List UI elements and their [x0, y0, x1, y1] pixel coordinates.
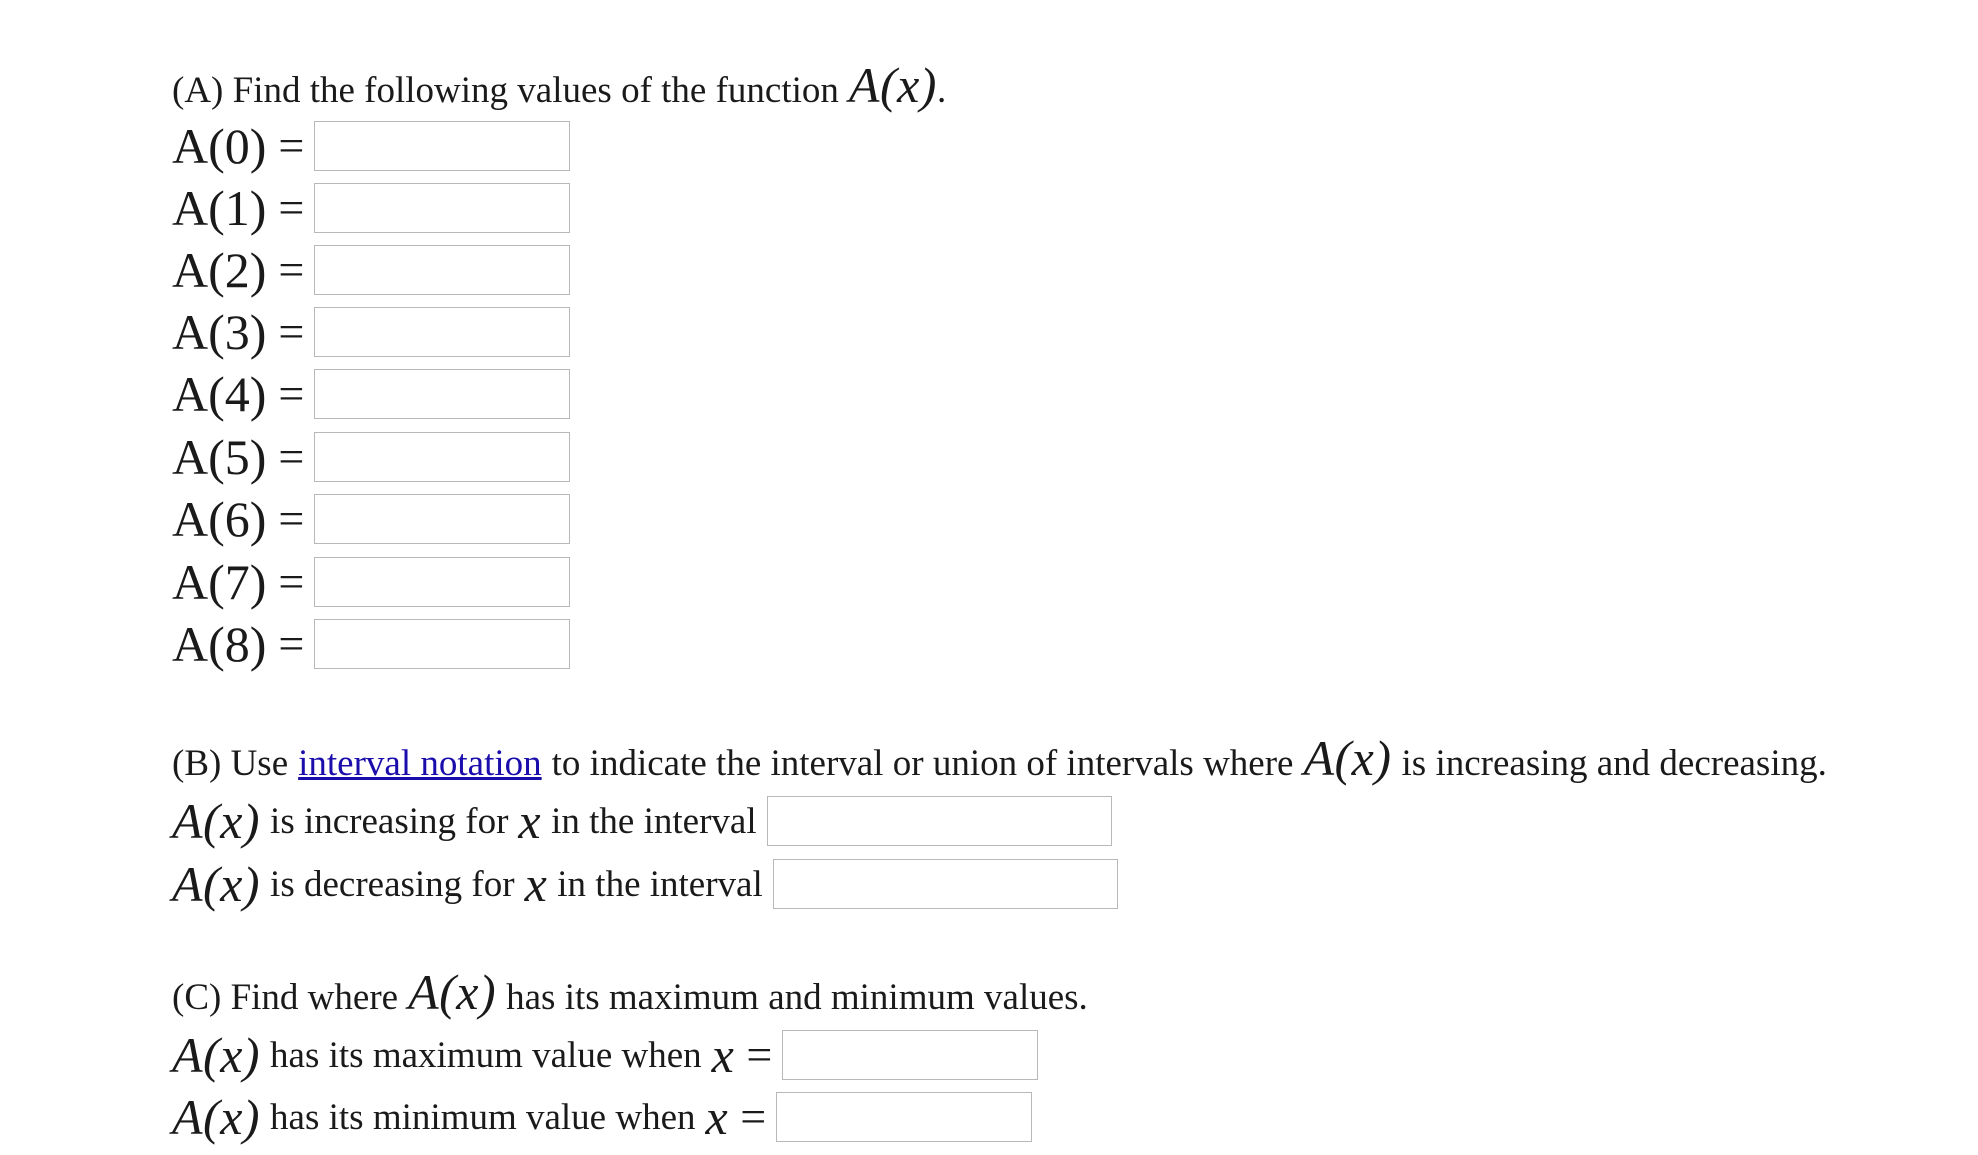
maximum-text: has its maximum value when	[270, 1034, 702, 1076]
answer-input-a8[interactable]	[314, 619, 570, 669]
value-row-label: A(3)	[172, 304, 267, 360]
equals-sign: =	[746, 1029, 773, 1080]
value-row-label: A(5)	[172, 429, 267, 485]
answer-input-a7[interactable]	[314, 557, 570, 607]
part-c-label-end: has its maximum and minimum values.	[506, 977, 1088, 1018]
value-row-label: A(0)	[172, 118, 267, 174]
decreasing-text: is decreasing for	[270, 863, 515, 905]
decreasing-interval-text: in the interval	[557, 863, 763, 905]
value-row-a5	[172, 431, 570, 483]
answer-input-a6[interactable]	[314, 494, 570, 544]
interval-notation-link[interactable]: interval notation	[298, 743, 542, 784]
value-row-a3	[172, 306, 570, 358]
part-a-period: .	[936, 70, 947, 111]
increasing-text: is increasing for	[270, 800, 509, 842]
value-row-label: A(6)	[172, 491, 267, 547]
part-a-label: (A) Find the following values of the function	[172, 70, 839, 111]
part-b-function: A(x)	[1303, 730, 1392, 786]
part-b-heading	[172, 730, 1827, 786]
part-a-function: A(x)	[848, 57, 937, 113]
equals-sign: =	[278, 493, 305, 544]
increasing-function: A(x)	[172, 793, 261, 849]
equals-sign: =	[278, 306, 305, 357]
decreasing-variable: x	[524, 856, 548, 912]
maximum-row	[172, 1029, 1038, 1081]
increasing-interval-text: in the interval	[551, 800, 757, 842]
equals-sign: =	[278, 556, 305, 607]
answer-input-a2[interactable]	[314, 245, 570, 295]
part-b-label-start: (B) Use	[172, 743, 289, 784]
minimum-row	[172, 1091, 1032, 1143]
part-b-label-end: is increasing and decreasing.	[1401, 743, 1827, 784]
increasing-variable: x	[518, 793, 542, 849]
answer-input-a1[interactable]	[314, 183, 570, 233]
value-row-a1	[172, 182, 570, 234]
answer-input-a3[interactable]	[314, 307, 570, 357]
equals-sign: =	[278, 618, 305, 669]
minimum-input[interactable]	[776, 1092, 1032, 1142]
value-row-a6	[172, 493, 570, 545]
equals-sign: =	[278, 431, 305, 482]
value-row-label: A(7)	[172, 554, 267, 610]
value-row-a2	[172, 244, 570, 296]
value-row-a8	[172, 618, 570, 670]
answer-input-a4[interactable]	[314, 369, 570, 419]
answer-input-a0[interactable]	[314, 121, 570, 171]
decreasing-interval-input[interactable]	[773, 859, 1118, 909]
equals-sign: =	[278, 244, 305, 295]
increasing-interval-input[interactable]	[767, 796, 1112, 846]
value-row-label: A(1)	[172, 180, 267, 236]
answer-input-a5[interactable]	[314, 432, 570, 482]
maximum-function: A(x)	[172, 1027, 261, 1083]
equals-sign: =	[278, 182, 305, 233]
part-c-heading	[172, 964, 1088, 1020]
value-row-a4	[172, 368, 570, 420]
increasing-row	[172, 795, 1112, 847]
value-row-a0	[172, 120, 570, 172]
part-c-label-start: (C) Find where	[172, 977, 399, 1018]
decreasing-row	[172, 858, 1118, 910]
part-b-label-middle: to indicate the interval or union of intervals where	[551, 743, 1294, 784]
maximum-input[interactable]	[782, 1030, 1038, 1080]
value-row-label: A(2)	[172, 242, 267, 298]
decreasing-function: A(x)	[172, 856, 261, 912]
minimum-function: A(x)	[172, 1089, 261, 1145]
equals-sign: =	[278, 120, 305, 171]
value-row-a7	[172, 556, 570, 608]
value-row-label: A(8)	[172, 616, 267, 672]
minimum-text: has its minimum value when	[270, 1096, 696, 1138]
part-a-heading	[172, 57, 947, 113]
part-c-function: A(x)	[408, 964, 497, 1020]
maximum-variable: x	[711, 1027, 735, 1083]
minimum-variable: x	[705, 1089, 729, 1145]
equals-sign: =	[278, 368, 305, 419]
equals-sign: =	[740, 1091, 767, 1142]
value-row-label: A(4)	[172, 366, 267, 422]
